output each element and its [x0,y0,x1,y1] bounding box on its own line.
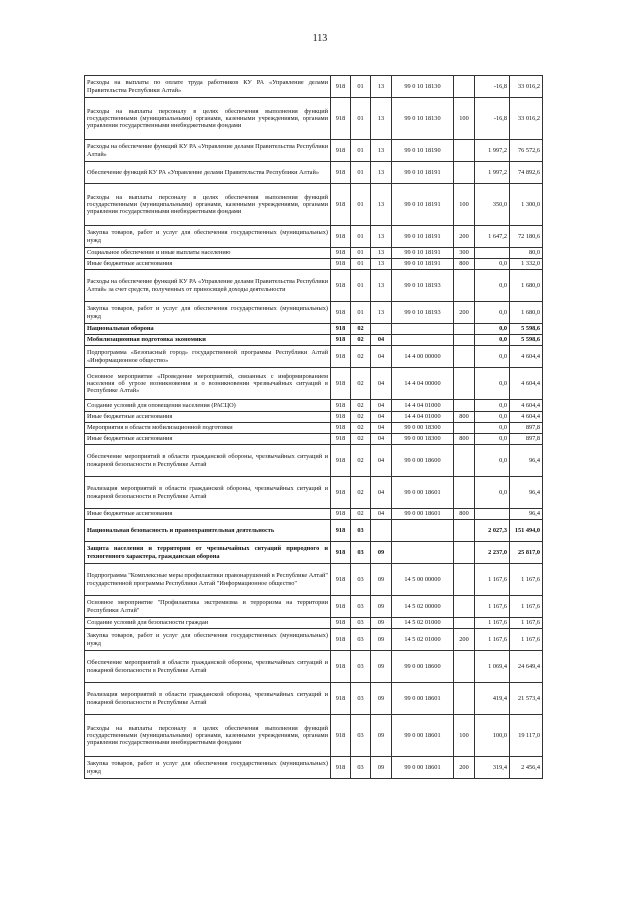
cell-target-article: 99 0 00 18601 [392,757,454,779]
table-row [85,651,543,683]
table-row [85,423,543,434]
cell-subsection-code: 04 [371,412,392,423]
cell-amount-change: 419,4 [475,683,510,715]
table-row [85,76,543,98]
cell-target-article: 99 0 10 18191 [392,248,454,259]
cell-amount-change: 0,0 [475,434,510,445]
table-row [85,335,543,346]
cell-section-code: 03 [351,618,371,629]
table-row [85,596,543,618]
table-row [85,324,543,335]
cell-expense-type [454,520,475,542]
cell-name: Иные бюджетные ассигнования [85,259,331,270]
table-row [85,757,543,779]
cell-ministry-code: 918 [331,368,351,400]
cell-expense-type [454,564,475,596]
table-row [85,140,543,162]
cell-ministry-code: 918 [331,324,351,335]
cell-expense-type: 100 [454,98,475,140]
cell-amount-change: 100,0 [475,715,510,757]
cell-subsection-code: 13 [371,162,392,184]
cell-subsection-code: 04 [371,368,392,400]
cell-subsection-code [371,520,392,542]
cell-name: Закупка товаров, работ и услуг для обеспечения государственных (муниципальных) нужд [85,629,331,651]
page-number: 113 [312,33,328,44]
cell-subsection-code: 13 [371,98,392,140]
table-row [85,184,543,226]
cell-expense-type [454,542,475,564]
cell-name: Защита населения и территории от чрезвычайных ситуаций природного и техногенного характера, гражданская оборона [85,542,331,564]
cell-amount-total: 72 180,6 [510,226,543,248]
cell-section-code: 03 [351,715,371,757]
cell-amount-total: 1 680,0 [510,270,543,302]
cell-ministry-code: 918 [331,248,351,259]
cell-section-code: 03 [351,564,371,596]
cell-amount-total: 1 167,6 [510,629,543,651]
cell-amount-total: 19 117,0 [510,715,543,757]
cell-amount-change: 0,0 [475,368,510,400]
cell-amount-total: 151 494,0 [510,520,543,542]
cell-section-code: 01 [351,76,371,98]
table-row [85,302,543,324]
cell-ministry-code: 918 [331,140,351,162]
table-row [85,162,543,184]
cell-amount-total: 1 167,6 [510,596,543,618]
table-row [85,629,543,651]
cell-section-code: 01 [351,259,371,270]
cell-amount-total: 4 604,4 [510,346,543,368]
cell-subsection-code: 04 [371,445,392,477]
cell-expense-type [454,423,475,434]
cell-name: Создание условий для безопасности граждан [85,618,331,629]
cell-expense-type [454,140,475,162]
cell-amount-total: 897,8 [510,423,543,434]
cell-amount-change: 0,0 [475,324,510,335]
table-row [85,683,543,715]
cell-name: Расходы на выплаты персоналу в целях обеспечения выполнения функций государственными (муниципальными) органами, казенными учреждениями, органами управления государственными внебюджетными фондами [85,715,331,757]
cell-subsection-code: 09 [371,715,392,757]
cell-target-article: 99 0 00 18600 [392,651,454,683]
cell-subsection-code: 13 [371,226,392,248]
cell-subsection-code: 13 [371,184,392,226]
cell-amount-total: 24 649,4 [510,651,543,683]
cell-amount-change: 1 167,6 [475,629,510,651]
cell-ministry-code: 918 [331,520,351,542]
cell-expense-type: 200 [454,302,475,324]
cell-amount-total: 5 598,6 [510,324,543,335]
cell-target-article: 14 4 04 01000 [392,400,454,412]
table-row [85,98,543,140]
cell-ministry-code: 918 [331,270,351,302]
cell-name: Национальная безопасность и правоохранительная деятельность [85,520,331,542]
cell-section-code: 03 [351,683,371,715]
cell-target-article: 14 5 02 01000 [392,629,454,651]
cell-target-article: 99 0 10 18191 [392,184,454,226]
cell-target-article: 99 0 10 18193 [392,302,454,324]
cell-target-article: 99 0 00 18300 [392,423,454,434]
cell-expense-type: 800 [454,509,475,520]
cell-amount-total: 1 332,0 [510,259,543,270]
cell-amount-change [475,509,510,520]
table-row [85,270,543,302]
cell-amount-change: 0,0 [475,270,510,302]
cell-name: Реализация мероприятий в области гражданской обороны, чрезвычайных ситуаций и пожарной безопасности в Республике Алтай [85,477,331,509]
cell-amount-change: 1 167,6 [475,618,510,629]
cell-expense-type [454,162,475,184]
cell-target-article: 99 0 00 18300 [392,434,454,445]
cell-ministry-code: 918 [331,477,351,509]
table-row [85,346,543,368]
cell-expense-type: 300 [454,248,475,259]
cell-amount-change: 0,0 [475,259,510,270]
cell-section-code: 03 [351,629,371,651]
cell-amount-change: 319,4 [475,757,510,779]
cell-target-article: 99 0 00 18600 [392,445,454,477]
table-row [85,368,543,400]
cell-target-article: 14 5 00 00000 [392,564,454,596]
cell-amount-change: -16,8 [475,98,510,140]
cell-name: Основное мероприятие «Проведение мероприятий, связанных с информированием населения об угрозе возникновения и о возникновении чрезвычайных ситуаций в Республике Алтай» [85,368,331,400]
cell-ministry-code: 918 [331,651,351,683]
cell-amount-total: 33 016,2 [510,98,543,140]
cell-target-article: 14 4 00 00000 [392,346,454,368]
cell-section-code: 01 [351,270,371,302]
cell-name: Социальное обеспечение и иные выплаты населению [85,248,331,259]
table-body [85,76,543,779]
cell-expense-type: 200 [454,757,475,779]
cell-amount-total: 21 573,4 [510,683,543,715]
cell-section-code: 02 [351,477,371,509]
cell-ministry-code: 918 [331,346,351,368]
cell-amount-total: 4 604,4 [510,368,543,400]
cell-subsection-code: 04 [371,400,392,412]
table-row [85,564,543,596]
cell-amount-total: 4 604,4 [510,400,543,412]
cell-expense-type: 200 [454,226,475,248]
cell-target-article: 99 0 00 18601 [392,715,454,757]
cell-amount-total: 5 598,6 [510,335,543,346]
cell-target-article [392,542,454,564]
cell-subsection-code: 04 [371,335,392,346]
cell-section-code: 03 [351,542,371,564]
cell-section-code: 02 [351,368,371,400]
cell-section-code: 02 [351,423,371,434]
cell-amount-change: 0,0 [475,400,510,412]
cell-section-code: 01 [351,140,371,162]
cell-subsection-code: 09 [371,683,392,715]
cell-expense-type [454,445,475,477]
cell-section-code: 01 [351,184,371,226]
cell-amount-total: 96,4 [510,445,543,477]
budget-table [84,75,543,779]
cell-amount-change [475,248,510,259]
cell-expense-type: 100 [454,184,475,226]
cell-name: Обеспечение функций КУ РА «Управление делами Правительства Республики Алтай» [85,162,331,184]
cell-section-code: 01 [351,226,371,248]
cell-ministry-code: 918 [331,618,351,629]
cell-name: Закупка товаров, работ и услуг для обеспечения государственных (муниципальных) нужд [85,302,331,324]
cell-ministry-code: 918 [331,162,351,184]
cell-target-article: 99 0 10 18191 [392,226,454,248]
cell-expense-type [454,618,475,629]
cell-subsection-code: 09 [371,542,392,564]
cell-section-code: 02 [351,445,371,477]
cell-section-code: 02 [351,509,371,520]
cell-target-article: 99 0 00 18601 [392,509,454,520]
cell-ministry-code: 918 [331,596,351,618]
cell-ministry-code: 918 [331,400,351,412]
cell-amount-total: 1 167,6 [510,618,543,629]
table-row [85,477,543,509]
cell-name: Иные бюджетные ассигнования [85,509,331,520]
cell-amount-change: 0,0 [475,302,510,324]
cell-name: Иные бюджетные ассигнования [85,412,331,423]
cell-subsection-code: 04 [371,423,392,434]
cell-amount-total: 1 167,6 [510,564,543,596]
cell-ministry-code: 918 [331,98,351,140]
cell-amount-total: 1 680,0 [510,302,543,324]
cell-name: Расходы на обеспечение функций КУ РА «Управление делами Правительства Республики Алтай» [85,140,331,162]
cell-expense-type [454,76,475,98]
table-row [85,226,543,248]
cell-target-article [392,324,454,335]
cell-target-article: 99 0 10 18190 [392,140,454,162]
cell-subsection-code: 04 [371,477,392,509]
cell-subsection-code: 13 [371,248,392,259]
table-row [85,542,543,564]
cell-name: Мобилизационная подготовка экономики [85,335,331,346]
cell-target-article [392,335,454,346]
cell-section-code: 02 [351,346,371,368]
cell-ministry-code: 918 [331,564,351,596]
cell-name: Расходы на обеспечение функций КУ РА «Управление делами Правительства Республики Алтай» за счет средств, полученных от приносящей доходы деятельности [85,270,331,302]
cell-amount-total: 33 016,2 [510,76,543,98]
cell-section-code: 03 [351,596,371,618]
cell-expense-type: 800 [454,434,475,445]
cell-amount-total: 25 817,0 [510,542,543,564]
table-row [85,400,543,412]
cell-expense-type: 800 [454,412,475,423]
cell-ministry-code: 918 [331,629,351,651]
cell-subsection-code [371,324,392,335]
cell-target-article [392,520,454,542]
cell-name: Реализация мероприятий в области гражданской обороны, чрезвычайных ситуаций и пожарной безопасности в Республике Алтай [85,683,331,715]
cell-amount-total: 80,0 [510,248,543,259]
cell-amount-total: 4 604,4 [510,412,543,423]
cell-amount-change: 0,0 [475,335,510,346]
cell-amount-change: 0,0 [475,346,510,368]
cell-amount-change: 0,0 [475,445,510,477]
cell-ministry-code: 918 [331,76,351,98]
cell-amount-change: 1 167,6 [475,564,510,596]
cell-target-article: 99 0 10 18191 [392,162,454,184]
cell-ministry-code: 918 [331,423,351,434]
table-row [85,520,543,542]
cell-section-code: 02 [351,335,371,346]
cell-target-article: 14 5 02 01000 [392,618,454,629]
cell-amount-change: 1 167,6 [475,596,510,618]
cell-ministry-code: 918 [331,542,351,564]
cell-ministry-code: 918 [331,757,351,779]
cell-amount-change: 2 237,0 [475,542,510,564]
cell-name: Основное мероприятие "Профилактика экстремизма и терроризма на территории Республики Алтай" [85,596,331,618]
cell-target-article: 14 4 04 00000 [392,368,454,400]
table-row [85,259,543,270]
cell-subsection-code: 09 [371,757,392,779]
cell-ministry-code: 918 [331,412,351,423]
table-row [85,715,543,757]
cell-subsection-code: 04 [371,434,392,445]
cell-ministry-code: 918 [331,509,351,520]
cell-expense-type [454,324,475,335]
cell-expense-type [454,400,475,412]
cell-section-code: 02 [351,434,371,445]
cell-name: Подпрограмма "Комплексные меры профилактики правонарушений в Республике Алтай" государственной программы Республики Алтай "Информационное общество" [85,564,331,596]
cell-target-article: 99 0 10 18130 [392,98,454,140]
cell-subsection-code: 13 [371,270,392,302]
table-row [85,412,543,423]
cell-name: Мероприятия в области мобилизационной подготовки [85,423,331,434]
cell-name: Закупка товаров, работ и услуг для обеспечения государственных (муниципальных) нужд [85,226,331,248]
cell-target-article: 99 0 10 18130 [392,76,454,98]
cell-ministry-code: 918 [331,259,351,270]
cell-subsection-code: 09 [371,564,392,596]
cell-name: Расходы на выплаты персоналу в целях обеспечения выполнения функций государственными (муниципальными) органами, казенными учреждениями, органами управления государственными внебюджетными фондами [85,184,331,226]
cell-subsection-code: 13 [371,302,392,324]
cell-subsection-code: 09 [371,618,392,629]
cell-expense-type [454,477,475,509]
cell-expense-type [454,335,475,346]
cell-expense-type: 800 [454,259,475,270]
cell-section-code: 03 [351,520,371,542]
cell-ministry-code: 918 [331,184,351,226]
cell-amount-change: 0,0 [475,477,510,509]
table-row [85,434,543,445]
cell-name: Обеспечение мероприятий в области гражданской обороны, чрезвычайных ситуаций и пожарной безопасности в Республике Алтай [85,651,331,683]
cell-ministry-code: 918 [331,715,351,757]
cell-ministry-code: 918 [331,226,351,248]
cell-section-code: 03 [351,757,371,779]
cell-section-code: 01 [351,302,371,324]
cell-subsection-code: 13 [371,259,392,270]
cell-ministry-code: 918 [331,434,351,445]
cell-amount-total: 96,4 [510,477,543,509]
cell-subsection-code: 13 [371,76,392,98]
cell-name: Обеспечение мероприятий в области гражданской обороны, чрезвычайных ситуаций и пожарной безопасности в Республике Алтай [85,445,331,477]
cell-expense-type: 200 [454,629,475,651]
cell-subsection-code: 04 [371,346,392,368]
cell-section-code: 01 [351,98,371,140]
cell-target-article: 99 0 00 18601 [392,683,454,715]
cell-target-article: 99 0 10 18191 [392,259,454,270]
cell-expense-type [454,683,475,715]
cell-expense-type [454,270,475,302]
cell-target-article: 99 0 00 18601 [392,477,454,509]
cell-section-code: 01 [351,162,371,184]
cell-amount-total: 76 572,6 [510,140,543,162]
cell-name: Расходы на выплаты персоналу в целях обеспечения выполнения функций государственными (муниципальными) органами, казенными учреждениями, органами управления государственными внебюджетными фондами [85,98,331,140]
cell-amount-total: 897,8 [510,434,543,445]
cell-amount-change: 1 997,2 [475,140,510,162]
cell-name: Расходы на выплаты по оплате труда работников КУ РА «Управление делами Правительства Республики Алтай» [85,76,331,98]
cell-subsection-code: 04 [371,509,392,520]
cell-name: Закупка товаров, работ и услуг для обеспечения государственных (муниципальных) нужд [85,757,331,779]
cell-amount-change: 1 647,2 [475,226,510,248]
cell-name: Иные бюджетные ассигнования [85,434,331,445]
cell-ministry-code: 918 [331,335,351,346]
cell-target-article: 14 5 02 00000 [392,596,454,618]
cell-name: Подпрограмма «Безопасный город» государственной программы Республики Алтай «Информационное общество» [85,346,331,368]
cell-amount-change: 2 027,3 [475,520,510,542]
cell-amount-total: 2 456,4 [510,757,543,779]
cell-subsection-code: 09 [371,629,392,651]
cell-name: Национальная оборона [85,324,331,335]
table-row [85,618,543,629]
cell-amount-total: 1 300,0 [510,184,543,226]
cell-amount-change: 1 069,4 [475,651,510,683]
table-row [85,248,543,259]
cell-expense-type [454,651,475,683]
cell-subsection-code: 09 [371,651,392,683]
cell-ministry-code: 918 [331,683,351,715]
cell-amount-change: 1 997,2 [475,162,510,184]
cell-target-article: 99 0 10 18193 [392,270,454,302]
cell-section-code: 03 [351,651,371,683]
cell-amount-total: 96,4 [510,509,543,520]
cell-ministry-code: 918 [331,302,351,324]
cell-amount-change: 0,0 [475,423,510,434]
cell-subsection-code: 09 [371,596,392,618]
cell-name: Создание условий для оповещения населения (РАСЦО) [85,400,331,412]
cell-ministry-code: 918 [331,445,351,477]
cell-amount-change: -16,8 [475,76,510,98]
cell-expense-type [454,368,475,400]
cell-section-code: 02 [351,412,371,423]
cell-section-code: 02 [351,324,371,335]
cell-expense-type [454,596,475,618]
cell-expense-type [454,346,475,368]
table-row [85,445,543,477]
cell-target-article: 14 4 04 01000 [392,412,454,423]
cell-expense-type: 100 [454,715,475,757]
cell-amount-total: 74 892,6 [510,162,543,184]
cell-amount-change: 0,0 [475,412,510,423]
table-row [85,509,543,520]
cell-section-code: 02 [351,400,371,412]
cell-amount-change: 350,0 [475,184,510,226]
cell-subsection-code: 13 [371,140,392,162]
cell-section-code: 01 [351,248,371,259]
